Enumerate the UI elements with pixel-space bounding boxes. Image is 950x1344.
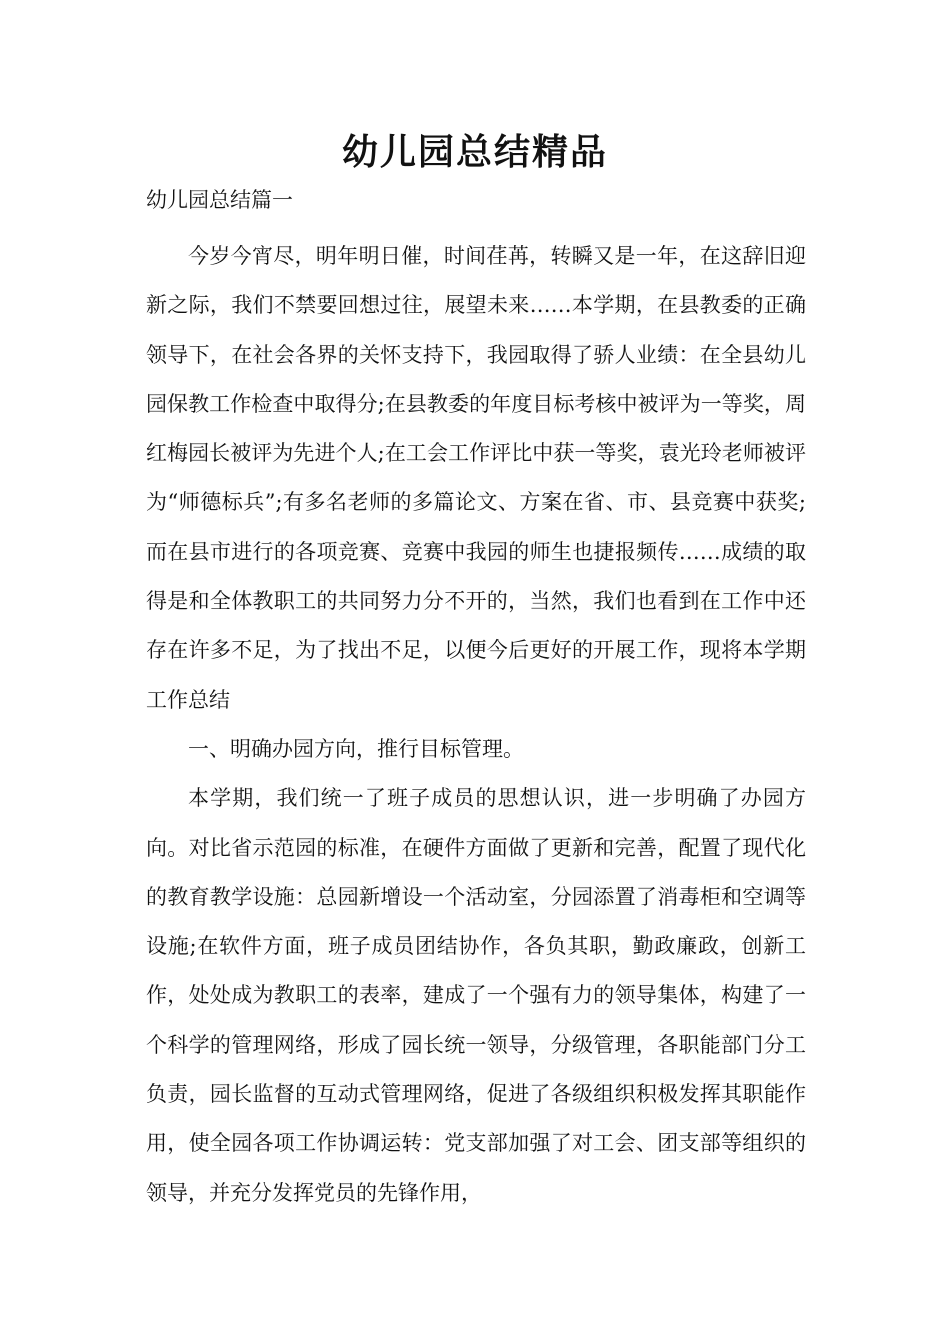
document-title: 幼儿园总结精品: [341, 132, 608, 173]
paragraph-management: 本学期，我们统一了班子成员的思想认识，进一步明确了办园方向。对比省示范园的标准，在硬件方面做了更新和完善，配置了现代化的教育教学设施：总园新增设一个活动室，分园添置了消毒柜和空调等设施;在软件方面，班子成员团结协作，各负其职，勤政廉政，创新工作，处处成为教职工的表率，建成了一个强有力的领导集体，构建了一个科学的管理网络，形成了园长统一领导，分级管理，各职能部门分工负责，园长监督的互动式管理网络，促进了各级组织积极发挥其职能作用，使全园各项工作协调运转：党支部加强了对工会、团支部等组织的领导，并充分发挥党员的先锋作用，: [146, 786, 806, 1205]
section-heading: 幼儿园总结篇一: [146, 188, 293, 212]
document-body: [146, 232, 806, 1218]
paragraph-section-heading: 一、明确办园方向，推行目标管理。: [188, 736, 524, 761]
paragraph-intro: 今岁今宵尽，明年明日催，时间荏苒，转瞬又是一年，在这辞旧迎新之际，我们不禁要回想过往，展望未来……本学期，在县教委的正确领导下，在社会各界的关怀支持下，我园取得了骄人业绩：在全县幼儿园保教工作检查中取得分;在县教委的年度目标考核中被评为一等奖，周红梅园长被评为先进个人;在工会工作评比中获一等奖，袁光玲老师被评为“师德标兵”;有多名老师的多篇论文、方案在省、市、县竞赛中获奖;而在县市进行的各项竞赛、竞赛中我园的师生也捷报频传……成绩的取得是和全体教职工的共同努力分不开的，当然，我们也看到在工作中还存在许多不足，为了找出不足，以便今后更好的开展工作，现将本学期工作总结: [146, 244, 806, 712]
